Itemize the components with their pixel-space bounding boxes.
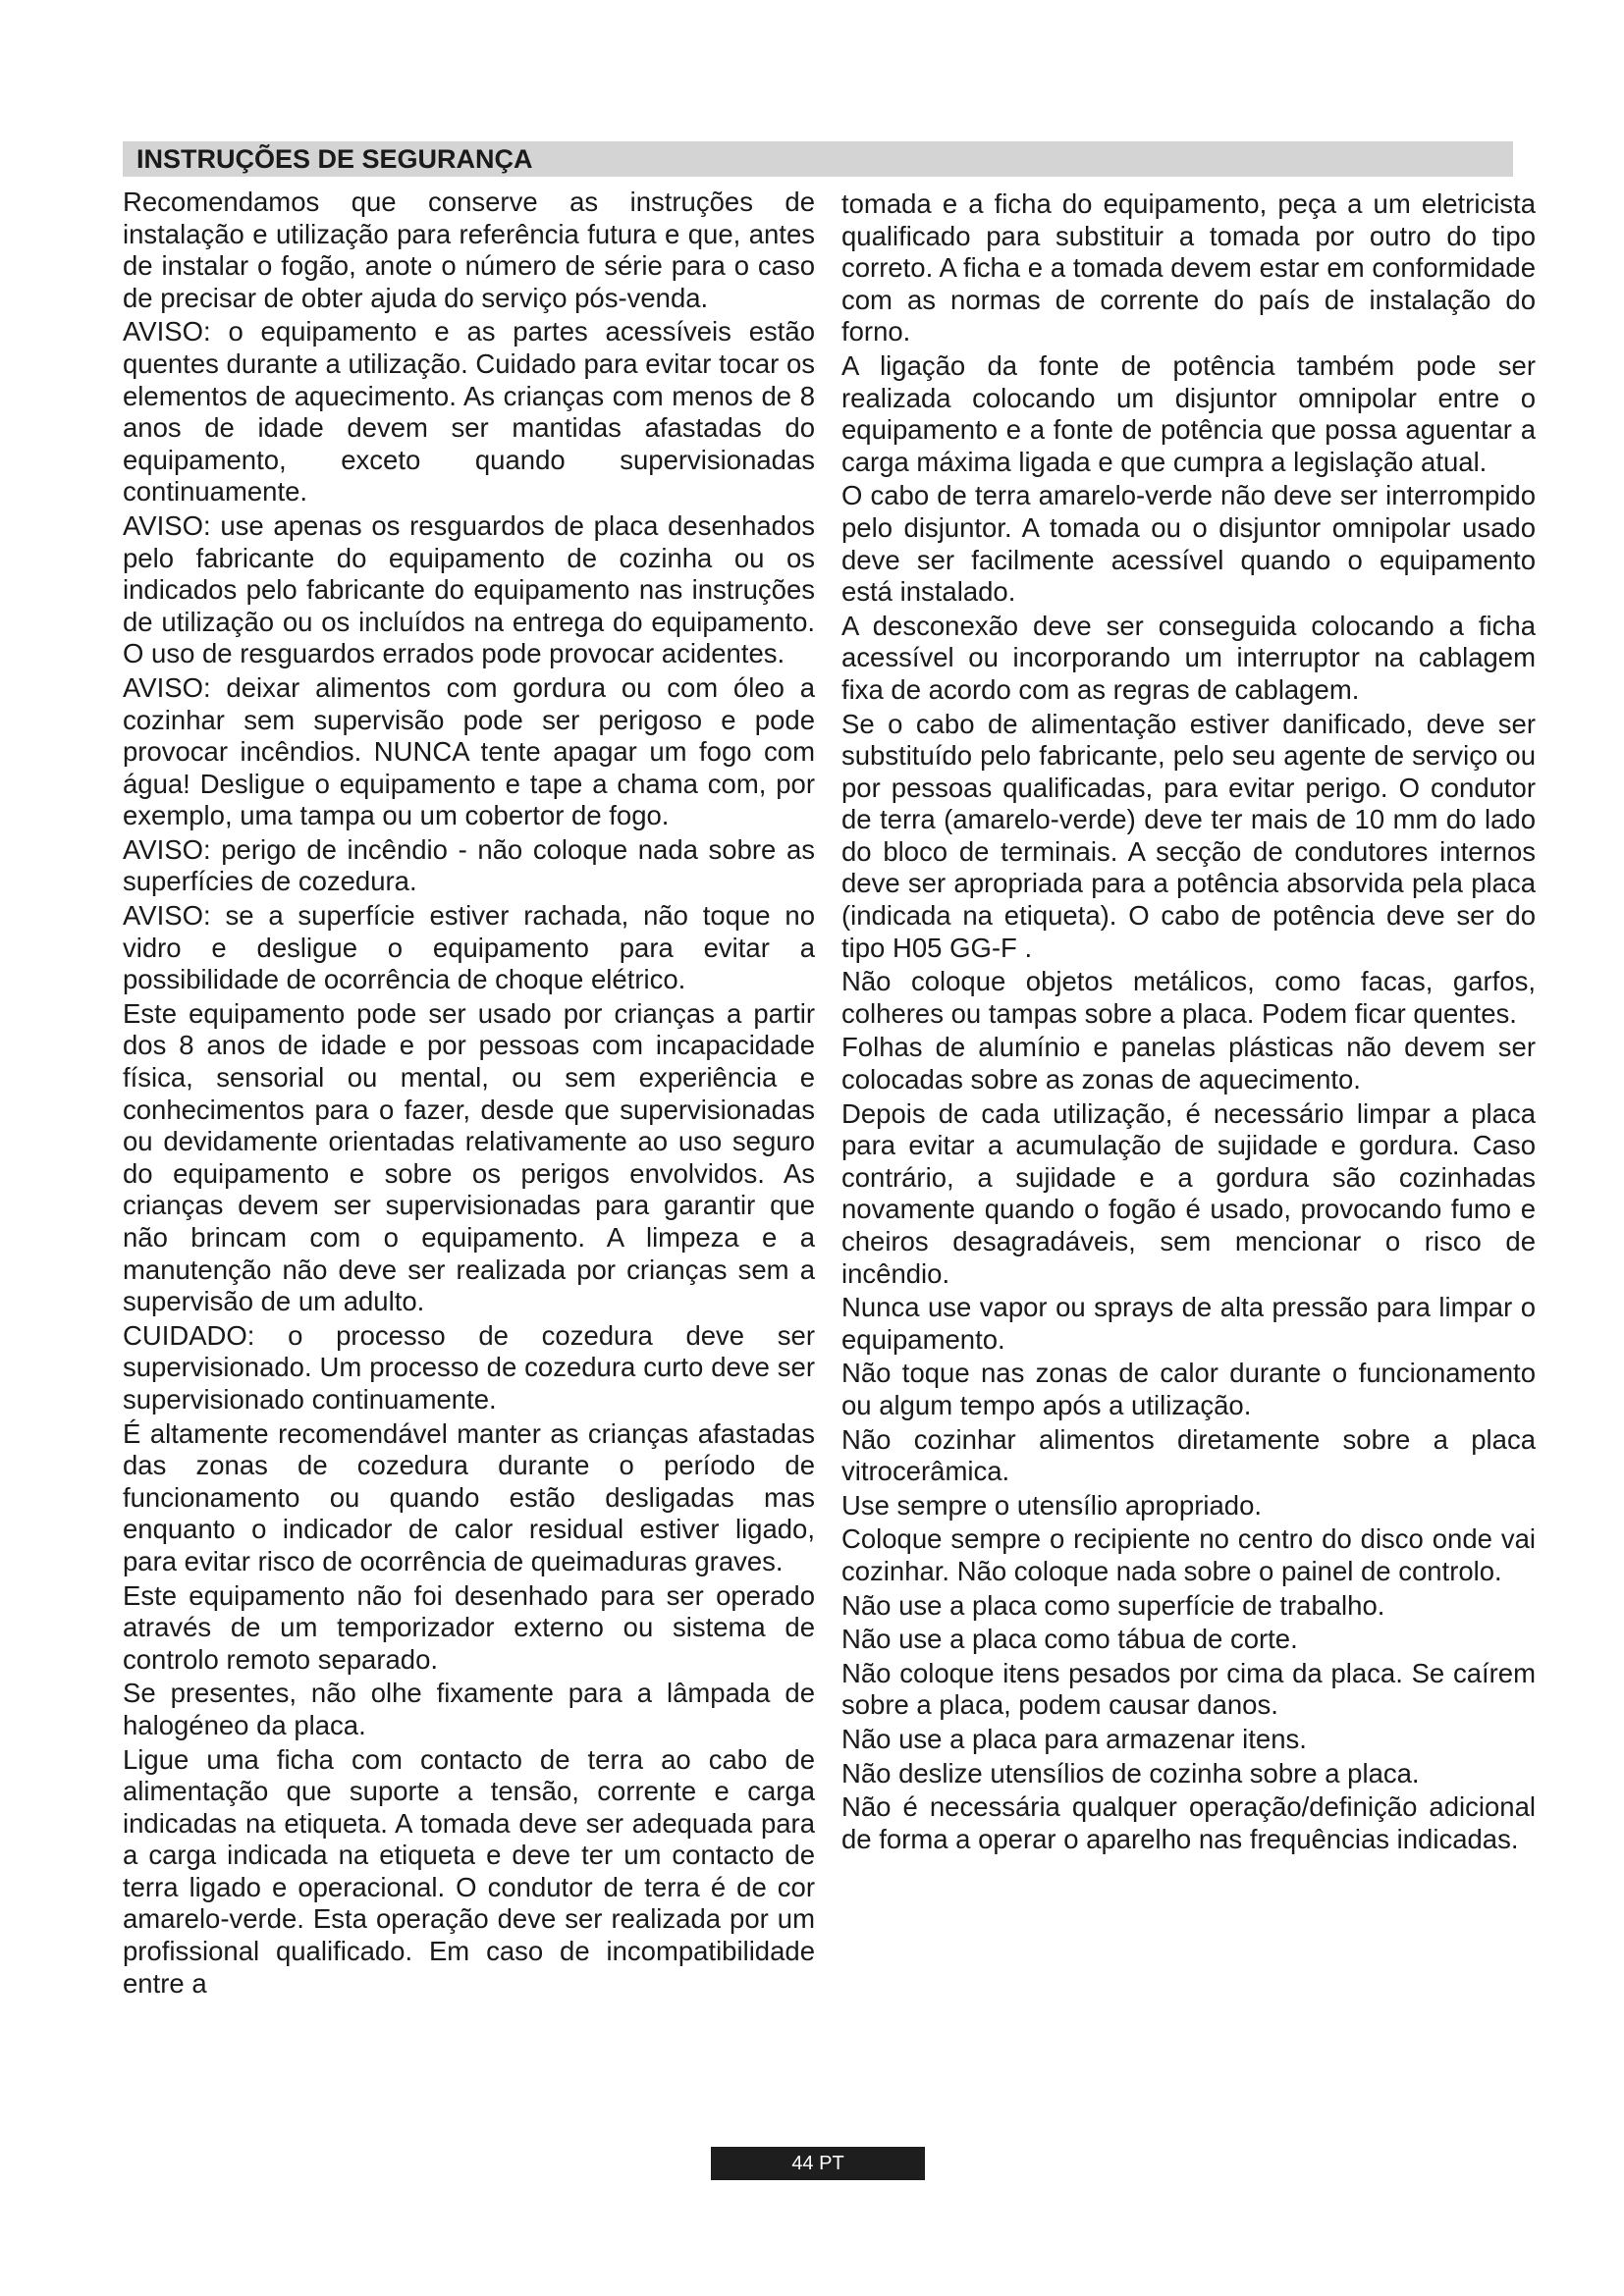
paragraph: É altamente recomendável manter as crianças afastadas das zonas de cozedura durante o período de funcionamento ou quando estão desligadas mas enquanto o indicador de calor residual estiver ligado, para evitar risco de ocorrência de queimaduras graves.: [123, 1417, 815, 1576]
paragraph: Recomendamos que conserve as instruções de instalação e utilização para referência futura e que, antes de instalar o fogão, anote o número de série para o caso de precisar de obter ajuda do serviço pós-venda.: [123, 187, 815, 313]
paragraph: Folhas de alumínio e panelas plásticas não devem ser colocadas sobre as zonas de aquecimento.: [841, 1032, 1536, 1095]
paragraph: Não coloque itens pesados por cima da placa. Se caírem sobre a placa, podem causar danos.: [841, 1657, 1536, 1721]
paragraph: A ligação da fonte de potência também pode ser realizada colocando um disjuntor omnipolar entre o equipamento e a fonte de potência que possa aguentar a carga máxima ligada e que cumpra a legislação atual.: [841, 349, 1536, 477]
paragraph: Não use a placa para armazenar itens.: [841, 1723, 1307, 1754]
paragraph: Não cozinhar alimentos diretamente sobre a placa vitrocerâmica.: [841, 1423, 1536, 1487]
section-header-bar: [123, 141, 1513, 177]
paragraph: Coloque sempre o recipiente no centro do disco onde vai cozinhar. Não coloque nada sobre o painel de controlo.: [841, 1523, 1536, 1586]
paragraph: AVISO: perigo de incêndio - não coloque nada sobre as superfícies de cozedura.: [123, 833, 815, 897]
paragraph: Ligue uma ficha com contacto de terra ao cabo de alimentação que suporte a tensão, corrente e carga indicadas na etiqueta. A tomada deve ser adequada para a carga indicada na etiqueta e deve ter um contacto de terra ligado e operacional. O condutor de terra é de cor amarelo-verde. Esta operação deve ser realizada por um profissional qualificado. Em caso de incompatibilidade entre a: [123, 1743, 815, 1999]
paragraph: O cabo de terra amarelo-verde não deve ser interrompido pelo disjuntor. A tomada ou o disjuntor omnipolar usado deve ser facilmente acessível quando o equipamento está instalado.: [841, 480, 1536, 608]
paragraph: Use sempre o utensílio apropriado.: [841, 1489, 1263, 1521]
section-title: INSTRUÇÕES DE SEGURANÇA: [136, 144, 533, 174]
paragraph: Não use a placa como superfície de trabalho.: [841, 1589, 1385, 1621]
paragraph: Não coloque objetos metálicos, como facas, garfos, colheres ou tampas sobre a placa. Podem ficar quentes.: [841, 966, 1536, 1029]
paragraph: Se o cabo de alimentação estiver danificado, deve ser substituído pelo fabricante, pelo seu agente de serviço ou por pessoas qualificadas, para evitar perigo. O condutor de terra (amarelo-verde) deve ter mais de 10 mm do lado do bloco de terminais. A secção de condutores internos deve ser apropriada para a potência absorvida pela placa (indicada na etiqueta). O cabo de potência deve ser do tipo H05 GG-F .: [841, 708, 1536, 963]
paragraph: Não deslize utensílios de cozinha sobre a placa.: [841, 1757, 1420, 1789]
paragraph: Não é necessária qualquer operação/definição adicional de forma a operar o aparelho nas frequências indicadas.: [841, 1791, 1536, 1854]
paragraph: Depois de cada utilização, é necessário limpar a placa para evitar a acumulação de sujidade e gordura. Caso contrário, a sujidade e a gordura são cozinhadas novamente quando o fogão é usado, provocando fumo e cheiros desagradáveis, sem mencionar o risco de incêndio.: [841, 1097, 1536, 1289]
paragraph: AVISO: use apenas os resguardos de placa desenhados pelo fabricante do equipamento de cozinha ou os indicados pelo fabricante do equipamento nas instruções de utilização ou os incluídos na entrega do equipamento. O uso de resguardos errados pode provocar acidentes.: [123, 509, 815, 669]
paragraph: AVISO: o equipamento e as partes acessíveis estão quentes durante a utilização. Cuidado para evitar tocar os elementos de aquecimento. As crianças com menos de 8 anos de idade devem ser mantidas afastadas do equipamento, exceto quando supervisionadas continuamente.: [123, 316, 815, 507]
paragraph: CUIDADO: o processo de cozedura deve ser supervisionado. Um processo de cozedura curto deve ser supervisionado continuamente.: [123, 1319, 815, 1415]
paragraph: Nunca use vapor ou sprays de alta pressão para limpar o equipamento.: [841, 1292, 1536, 1355]
right-text-column: [841, 188, 1536, 1857]
paragraph: Se presentes, não olhe fixamente para a lâmpada de halogéneo da placa.: [123, 1678, 815, 1740]
paragraph: A desconexão deve ser conseguida colocando a ficha acessível ou incorporando um interruptor na cablagem fixa de acordo com as regras de cablagem.: [841, 610, 1536, 705]
paragraph: AVISO: deixar alimentos com gordura ou com óleo a cozinhar sem supervisão pode ser perigoso e pode provocar incêndios. NUNCA tente apagar um fogo com água! Desligue o equipamento e tape a chama com, por exemplo, uma tampa ou um cobertor de fogo.: [123, 671, 815, 831]
paragraph: tomada e a ficha do equipamento, peça a um eletricista qualificado para substituir a tomada por outro do tipo correto. A ficha e a tomada devem estar em conformidade com as normas de corrente do país de instalação do forno.: [841, 188, 1536, 347]
paragraph: Não use a placa como tábua de corte.: [841, 1624, 1298, 1655]
paragraph: Este equipamento não foi desenhado para ser operado através de um temporizador externo ou sistema de controlo remoto separado.: [123, 1579, 815, 1675]
paragraph: Não toque nas zonas de calor durante o funcionamento ou algum tempo após a utilização.: [841, 1358, 1536, 1420]
left-text-column: [123, 187, 815, 2002]
page-number: 44 PT: [711, 2147, 925, 2180]
paragraph: AVISO: se a superfície estiver rachada, não toque no vidro e desligue o equipamento para evitar a possibilidade de ocorrência de choque elétrico.: [123, 900, 815, 995]
paragraph: Este equipamento pode ser usado por crianças a partir dos 8 anos de idade e por pessoas com incapacidade física, sensorial ou mental, ou sem experiência e conhecimentos para o fazer, desde que supervisionadas ou devidamente orientadas relativamente ao uso seguro do equipamento e sobre os perigos envolvidos. As crianças devem ser supervisionadas para garantir que não brincam com o equipamento. A limpeza e a manutenção não deve ser realizada por crianças sem a supervisão de um adulto.: [123, 997, 815, 1317]
